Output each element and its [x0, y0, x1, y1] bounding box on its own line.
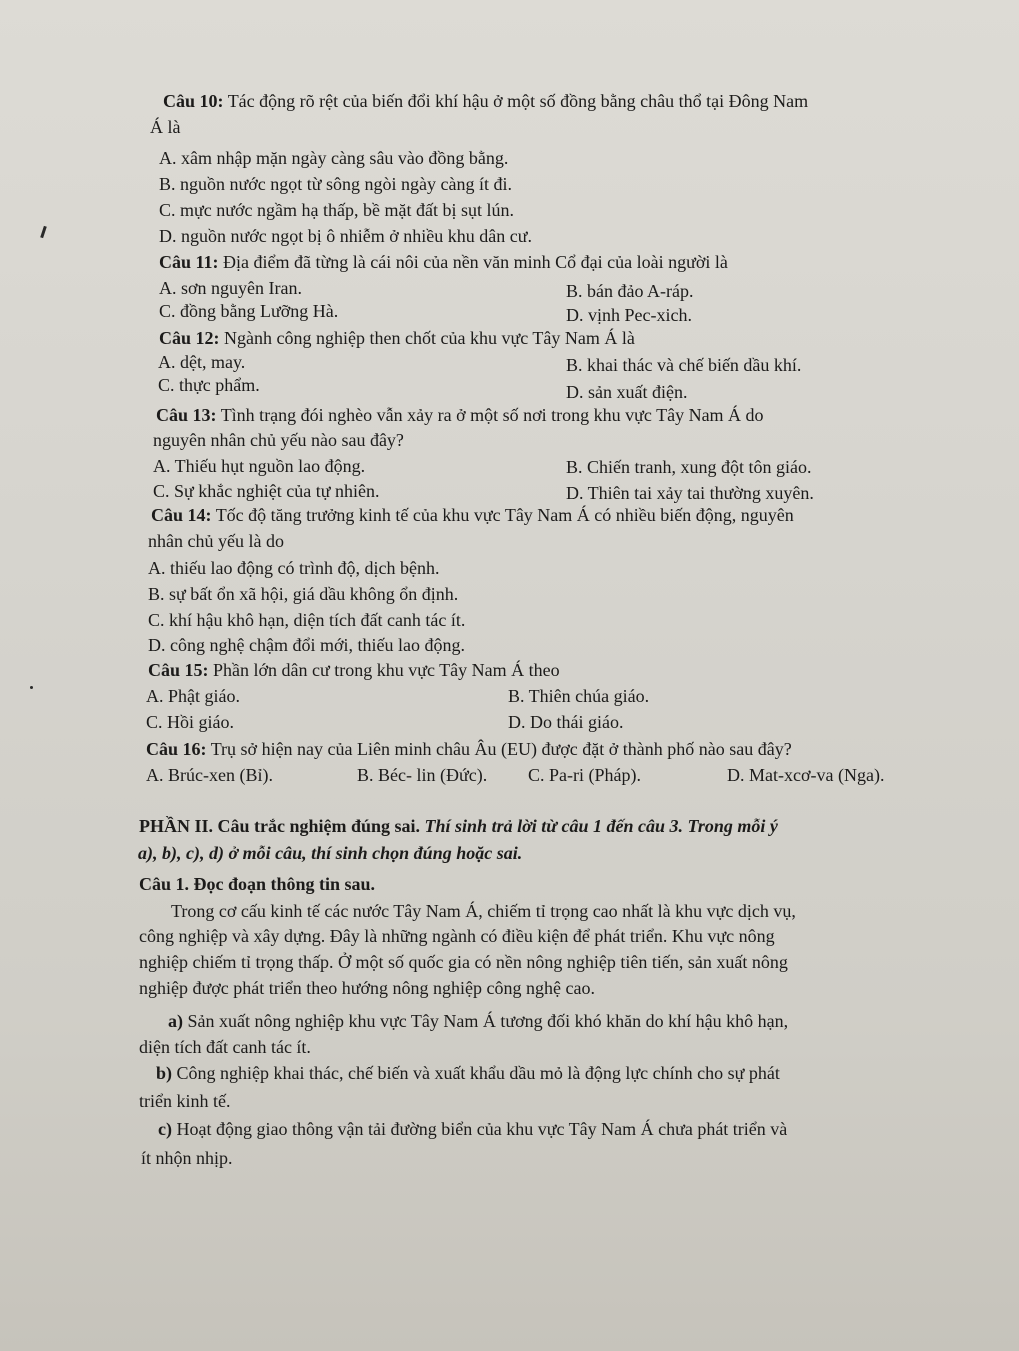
statement-b-label: b)	[156, 1063, 173, 1083]
q15-option-d: D. Do thái giáo.	[508, 712, 624, 732]
cau1-passage-line-1: Trong cơ cấu kinh tế các nước Tây Nam Á, chiếm tỉ trọng cao nhất là khu vực dịch vụ,	[171, 901, 796, 921]
q11-stem-text: Địa điểm đã từng là cái nôi của nền văn minh Cổ đại của loài người là	[218, 252, 728, 272]
q16-stem-text: Trụ sở hiện nay của Liên minh châu Âu (EU) được đặt ở thành phố nào sau đây?	[206, 739, 792, 759]
q14-label: Câu 14:	[151, 505, 212, 525]
q11-option-c: C. đồng bằng Lưỡng Hà.	[159, 301, 339, 321]
q12-option-c: C. thực phẩm.	[158, 375, 260, 395]
q16-label: Câu 16:	[146, 739, 207, 759]
q12-label: Câu 12:	[159, 328, 220, 348]
q11-option-d: D. vịnh Pec-xich.	[566, 305, 692, 325]
q14-option-b: B. sự bất ổn xã hội, giá dầu không ổn định.	[148, 584, 459, 604]
q12-stem	[159, 327, 635, 349]
part2-heading	[139, 815, 778, 837]
q13-option-a: A. Thiếu hụt nguồn lao động.	[153, 456, 366, 476]
q16-option-d: D. Mat-xcơ-va (Nga).	[727, 765, 885, 785]
cau1-passage-line-3: nghiệp chiếm tỉ trọng thấp. Ở một số quốc gia có nền nông nghiệp tiên tiến, sản xuất nông	[139, 952, 788, 972]
q15-option-c: C. Hồi giáo.	[146, 712, 234, 732]
q10-label: Câu 10:	[163, 91, 224, 111]
q15-option-b: B. Thiên chúa giáo.	[508, 686, 650, 706]
q14-stem-text: Tốc độ tăng trưởng kinh tế của khu vực Tây Nam Á có nhiều biến động, nguyên	[211, 505, 794, 525]
q10-option-c: C. mực nước ngầm hạ thấp, bề mặt đất bị sụt lún.	[159, 200, 514, 220]
pen-mark	[40, 226, 47, 238]
q13-option-b: B. Chiến tranh, xung đột tôn giáo.	[566, 457, 812, 477]
statement-c-text: Hoạt động giao thông vận tải đường biển của khu vực Tây Nam Á chưa phát triển và	[171, 1119, 788, 1139]
q10-option-a: A. xâm nhập mặn ngày càng sâu vào đồng bằng.	[159, 148, 509, 168]
statement-a-label: a)	[168, 1011, 183, 1031]
q13-option-c: C. Sự khắc nghiệt của tự nhiên.	[153, 481, 380, 501]
q11-option-b: B. bán đảo A-ráp.	[566, 281, 694, 301]
q14-stem-cont: nhân chủ yếu là do	[148, 531, 284, 551]
q11-label: Câu 11:	[159, 252, 219, 272]
q10-option-b: B. nguồn nước ngọt từ sông ngòi ngày càng ít đi.	[159, 174, 513, 194]
q16-option-c: C. Pa-ri (Pháp).	[528, 765, 641, 785]
q13-label: Câu 13:	[156, 405, 217, 425]
q13-option-d: D. Thiên tai xảy tai thường xuyên.	[566, 483, 814, 503]
cau1-statement-a	[168, 1010, 788, 1032]
part2-title: PHẦN II. Câu trắc nghiệm đúng sai.	[139, 816, 421, 836]
statement-a-text: Sản xuất nông nghiệp khu vực Tây Nam Á tương đối khó khăn do khí hậu khô hạn,	[183, 1011, 789, 1031]
q11-option-a: A. sơn nguyên Iran.	[159, 278, 302, 298]
q13-stem	[156, 404, 764, 426]
q12-option-d: D. sản xuất điện.	[566, 382, 688, 402]
q14-option-d: D. công nghệ chậm đổi mới, thiếu lao động.	[148, 635, 465, 655]
cau1-statement-b-cont: triển kinh tế.	[139, 1091, 231, 1111]
q10-option-d: D. nguồn nước ngọt bị ô nhiễm ở nhiều khu dân cư.	[159, 226, 532, 246]
statement-c-label: c)	[158, 1119, 172, 1139]
pen-dot	[30, 686, 33, 689]
q16-stem	[146, 738, 792, 760]
cau1-statement-c-cont: ít nhộn nhịp.	[141, 1148, 233, 1168]
cau1-statement-b	[156, 1062, 780, 1084]
q10-stem	[163, 90, 808, 112]
statement-b-text: Công nghiệp khai thác, chế biến và xuất khẩu dầu mỏ là động lực chính cho sự phát	[172, 1063, 780, 1083]
q16-option-b: B. Béc- lin (Đức).	[357, 765, 488, 785]
q11-stem	[159, 251, 728, 273]
q10-stem-cont: Á là	[150, 117, 181, 137]
q13-stem-cont: nguyên nhân chủ yếu nào sau đây?	[153, 430, 404, 450]
q15-stem-text: Phần lớn dân cư trong khu vực Tây Nam Á theo	[208, 660, 560, 680]
q15-stem	[148, 659, 560, 681]
q10-stem-text: Tác động rõ rệt của biến đổi khí hậu ở một số đồng bằng châu thổ tại Đông Nam	[223, 91, 809, 111]
cau1-statement-a-cont: diện tích đất canh tác ít.	[139, 1037, 311, 1057]
part2-instructions: Thí sinh trả lời từ câu 1 đến câu 3. Trong mỗi ý	[420, 816, 778, 836]
cau1-passage-line-2: công nghiệp và xây dựng. Đây là những ngành có điều kiện để phát triển. Khu vực nông	[139, 926, 775, 946]
q12-stem-text: Ngành công nghiệp then chốt của khu vực Tây Nam Á là	[219, 328, 635, 348]
q14-stem	[151, 504, 794, 526]
q12-option-a: A. dệt, may.	[158, 352, 246, 372]
q16-option-a: A. Brúc-xen (Bỉ).	[146, 765, 273, 785]
cau1-passage-line-4: nghiệp được phát triển theo hướng nông nghiệp công nghệ cao.	[139, 978, 595, 998]
cau1-title: Câu 1. Đọc đoạn thông tin sau.	[139, 874, 376, 894]
part2-instructions-cont: a), b), c), d) ở mỗi câu, thí sinh chọn đúng hoặc sai.	[138, 843, 523, 863]
q13-stem-text: Tình trạng đói nghèo vẫn xảy ra ở một số nơi trong khu vực Tây Nam Á do	[216, 405, 764, 425]
cau1-statement-c	[158, 1118, 787, 1140]
q14-option-a: A. thiếu lao động có trình độ, dịch bệnh.	[148, 558, 440, 578]
q15-label: Câu 15:	[148, 660, 209, 680]
q12-option-b: B. khai thác và chế biến dầu khí.	[566, 355, 802, 375]
q14-option-c: C. khí hậu khô hạn, diện tích đất canh tác ít.	[148, 610, 466, 630]
q15-option-a: A. Phật giáo.	[146, 686, 240, 706]
